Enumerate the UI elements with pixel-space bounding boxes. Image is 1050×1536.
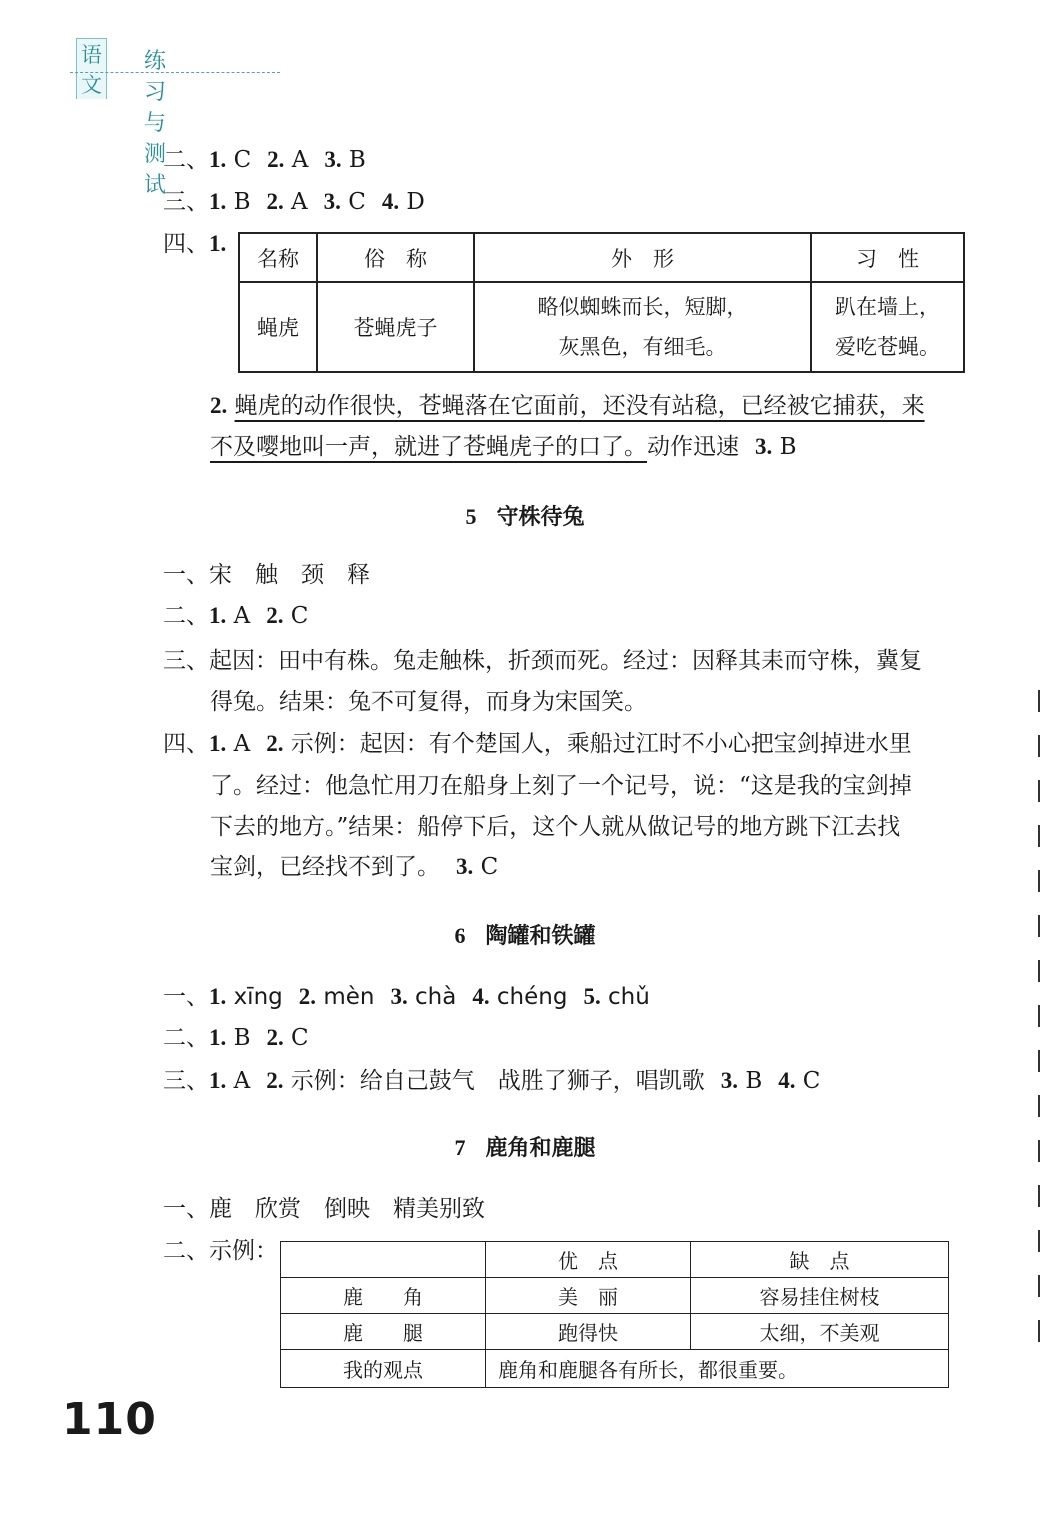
lesson5-yi: 一、宋 触 颈 释 [163,562,370,588]
edge-mark [1038,825,1040,847]
answer-er: 二、1. C 2. A 3. B [163,147,366,173]
answer-san: 三、1. B 2. A 3. C 4. D [163,189,425,215]
edge-mark [1038,1185,1040,1207]
table-cell: 鹿 角 [281,1278,486,1314]
lesson7-yi: 一、鹿 欣赏 倒映 精美别致 [163,1196,485,1222]
edge-mark [1038,915,1040,937]
lesson5-si-line4: 宝剑，已经找不到了。 3. C [210,854,499,880]
table-cell: 略似蜘蛛而长，短脚， 灰黑色，有细毛。 [474,282,811,372]
table-cell: 美 丽 [486,1278,691,1314]
lesson6-yi: 一、1. xīng 2. mèn 3. chà 4. chéng 5. chǔ [163,984,650,1010]
lesson5-er: 二、1. A 2. C [163,603,309,629]
table-cell: 鹿 腿 [281,1314,486,1350]
table-cell: 趴在墙上， 爱吃苍蝇。 [811,282,964,372]
subject-label: 语文 [76,38,107,99]
lesson5-si-line3: 下去的地方。”结果：船停下后，这个人就从做记号的地方跳下江去找 [210,814,901,840]
table-cell: 蝇虎 [239,282,317,372]
edge-mark [1038,1275,1040,1297]
table-header: 习 性 [811,233,964,282]
edge-mark [1038,1140,1040,1162]
edge-mark [1038,960,1040,982]
page-number: 110 [62,1394,157,1445]
lesson5-san-line1: 三、起因：田中有株。兔走触株，折颈而死。经过：因释其耒而守株，冀复 [163,648,922,674]
lesson-6-title: 6 陶罐和铁罐 [454,923,596,949]
lesson5-si-line2: 了。经过：他急忙用刀在船身上刻了一个记号，说：“这是我的宝剑掉 [210,773,912,799]
lesson5-san-line2: 得兔。结果：兔不可复得，而身为宋国笑。 [210,689,647,715]
edge-mark [1038,1230,1040,1252]
answer-si-label: 四、1. [163,231,227,257]
table-cell: 我的观点 [281,1350,486,1388]
table-header: 优 点 [486,1242,691,1278]
lesson6-san: 三、1. A 2. 示例：给自己鼓气 战胜了狮子，唱凯歌 3. B 4. C [163,1068,821,1094]
lesson6-er: 二、1. B 2. C [163,1025,309,1051]
answer-si-2-line2: 不及嘤地叫一声，就进了苍蝇虎子的口了。动作迅速 3. B [210,434,797,460]
edge-mark [1038,1320,1040,1342]
table-header [281,1242,486,1278]
edge-mark [1038,1005,1040,1027]
deer-table [280,1241,949,1388]
edge-mark [1038,870,1040,892]
table-cell: 太细，不美观 [691,1314,949,1350]
header-divider [70,72,280,73]
table-cell: 跑得快 [486,1314,691,1350]
edge-mark [1038,735,1040,757]
table-header: 俗 称 [317,233,474,282]
table-cell: 苍蝇虎子 [317,282,474,372]
lesson-7-title: 7 鹿角和鹿腿 [454,1135,596,1161]
book-title: 练习与测试 [144,49,173,198]
table-header: 名称 [239,233,317,282]
lesson-5-title: 5 守株待兔 [465,504,585,530]
table-cell: 鹿角和鹿腿各有所长，都很重要。 [486,1350,949,1388]
edge-mark [1038,1050,1040,1072]
table-header: 外 形 [474,233,811,282]
edge-mark [1038,1095,1040,1117]
lesson5-si-line1: 四、1. A 2. 示例：起因：有个楚国人，乘船过江时不小心把宝剑掉进水里 [163,731,912,757]
answer-si-2-line1: 2. 蝇虎的动作很快，苍蝇落在它面前，还没有站稳，已经被它捕获，来 [210,393,925,419]
table-cell: 容易挂住树枝 [691,1278,949,1314]
edge-mark [1038,690,1040,712]
edge-mark [1038,780,1040,802]
gecko-table [238,232,965,373]
table-header: 缺 点 [691,1242,949,1278]
lesson7-er-label: 二、示例： [163,1238,278,1264]
